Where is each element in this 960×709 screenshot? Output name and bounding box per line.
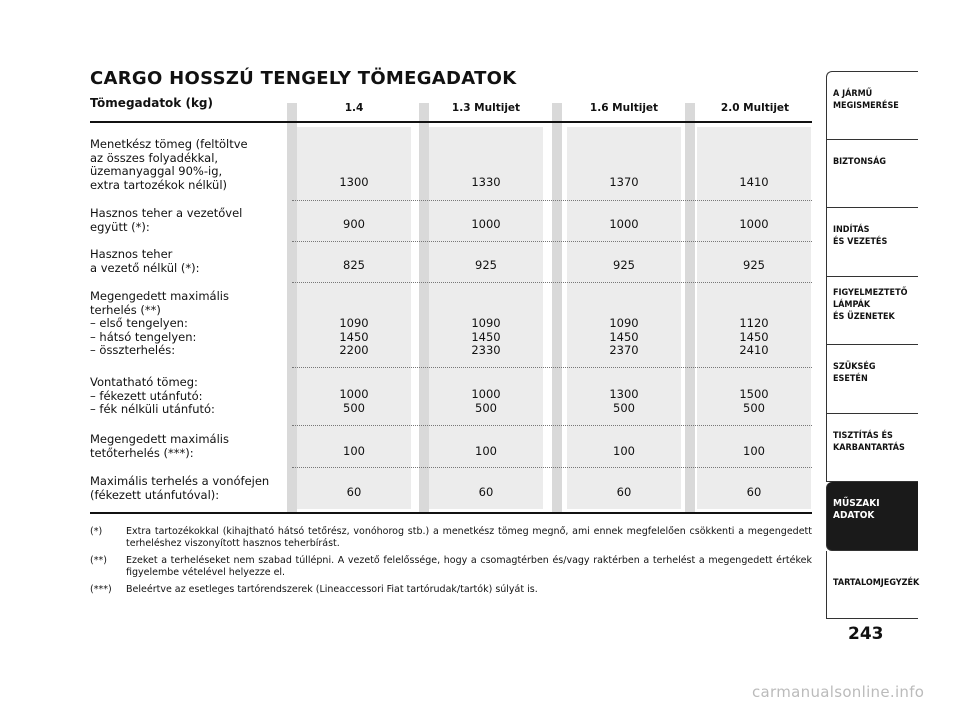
table-cell: 100 [743,444,765,458]
tab-biztonsag[interactable] [826,140,918,209]
tab-label: TARTALOMJEGYZÉK [833,577,920,588]
row-label-payload-with-driver: Hasznos teher a vezetővel együtt (*): [90,206,243,234]
column-header-2-0-multijet: 2.0 Multijet [720,102,790,114]
table-cell: 60 [746,485,762,499]
column-divider-strip [685,103,695,512]
table-cell: 1300 [339,175,369,189]
table-cell: 60 [616,485,632,499]
page-number: 243 [848,624,884,644]
table-cell: 1090 1450 2330 [471,316,501,357]
table-cell: 100 [475,444,497,458]
footnote-text: Beleértve az esetleges tartórendszerek (Lineaccessori Fiat tartórudak/tartók) súlyát is. [126,584,538,595]
row-label-max-load: Megengedett maximális terhelés (**) – első tengelyen: – hátsó tengelyen: – összterhelés: [90,289,229,357]
tab-label: FIGYELMEZTETŐ LÁMPÁK ÉS ÜZENETEK [833,287,908,322]
table-cell: 1300 500 [609,387,639,415]
tab-label: TISZTÍTÁS ÉS KARBANTARTÁS [833,430,905,453]
table-bottom-rule [90,512,812,514]
table-cell: 925 [613,258,635,272]
table-cell: 825 [343,258,365,272]
row-label-payload-without-driver: Hasznos teher a vezető nélkül (*): [90,247,200,275]
table-cell: 1000 500 [339,387,369,415]
tab-label: BIZTONSÁG [833,156,886,167]
tab-muszaki-adatok[interactable] [826,482,918,551]
tab-label: MŰSZAKI ADATOK [833,498,880,521]
tab-label: A JÁRMŰ MEGISMERÉSE [833,89,899,111]
table-cell: 60 [478,485,494,499]
tab-figyelmezteto-lampak[interactable] [826,277,918,346]
row-label-towable-weight: Vontatható tömeg: – fékezett utánfutó: – fék nélküli utánfutó: [90,375,215,416]
row-label-curb-weight: Menetkész tömeg (feltöltve az összes folyadékkal, üzemanyaggal 90%-ig, extra tartozékok nélkül) [90,137,248,192]
tab-label: INDÍTÁS ÉS VEZETÉS [833,225,888,247]
footnote-mark: (*) [90,526,103,537]
header-rule [90,121,812,123]
table-cell: 100 [343,444,365,458]
table-cell: 1000 500 [471,387,501,415]
page-title: CARGO HOSSZÚ TENGELY TÖMEGADATOK [90,68,517,89]
table-cell: 1330 [471,175,501,189]
footnote [90,526,812,550]
column-header-1-4: 1.4 [344,102,364,114]
column-header-1-3-multijet: 1.3 Multijet [451,102,521,114]
table-cell: 1090 1450 2370 [609,316,639,357]
table-cell: 1120 1450 2410 [739,316,769,357]
table-cell: 60 [346,485,362,499]
footnote-text: Ezeket a terheléseket nem szabad túllépni. A vezető felelőssége, hogy a csomagtérben és/vagy raktérben a terhelést a megengedett értékek figyelembe vételével helyezze el. [126,555,812,578]
footnote [90,584,812,596]
column-divider-strip [287,103,297,512]
row-divider [292,425,812,426]
table-cell: 925 [475,258,497,272]
tab-a-jarmu-megismerese[interactable] [826,71,918,140]
row-label-roof-load: Megengedett maximális tetőterhelés (***): [90,432,229,460]
row-label-towbar-load: Maximális terhelés a vonófejen (fékezett utánfutóval): [90,474,270,502]
column-divider-strip [552,103,562,512]
table-cell: 1000 [609,217,639,231]
row-divider [292,241,812,242]
table-cell: 1000 [471,217,501,231]
footnote [90,555,812,579]
column-header-1-6-multijet: 1.6 Multijet [589,102,659,114]
table-cell: 1090 1450 2200 [339,316,369,357]
row-divider [292,467,812,468]
table-cell: 1500 500 [739,387,769,415]
footnotes [90,526,812,601]
footnote-mark: (***) [90,584,112,595]
chapter-tabs [826,71,918,619]
table-cell: 100 [613,444,635,458]
tab-tartalomjegyzek[interactable] [826,551,918,620]
tab-szukseg-eseten[interactable] [826,345,918,414]
tab-inditas-es-vezetes[interactable] [826,208,918,277]
table-cell: 925 [743,258,765,272]
table-cell: 1370 [609,175,639,189]
footnote-text: Extra tartozékokkal (kihajtható hátsó tetőrész, vonóhorog stb.) a menetkész tömeg megnő, ami ennek megfelelően csökkenti a megengedett terheléshez viszonyított hasznos teherbírást. [126,526,812,549]
footnote-mark: (**) [90,555,107,566]
row-divider [292,367,812,368]
table-header-label: Tömegadatok (kg) [90,96,213,110]
table-cell: 1410 [739,175,769,189]
tab-label: SZÜKSÉG ESETÉN [833,362,876,384]
table-cell: 900 [343,217,365,231]
watermark: carmanualsonline.info [752,683,925,701]
table-cell: 1000 [739,217,769,231]
row-divider [292,200,812,201]
column-divider-strip [419,103,429,512]
tab-tisztitas-es-karbantartas[interactable] [826,414,918,483]
row-divider [292,282,812,283]
